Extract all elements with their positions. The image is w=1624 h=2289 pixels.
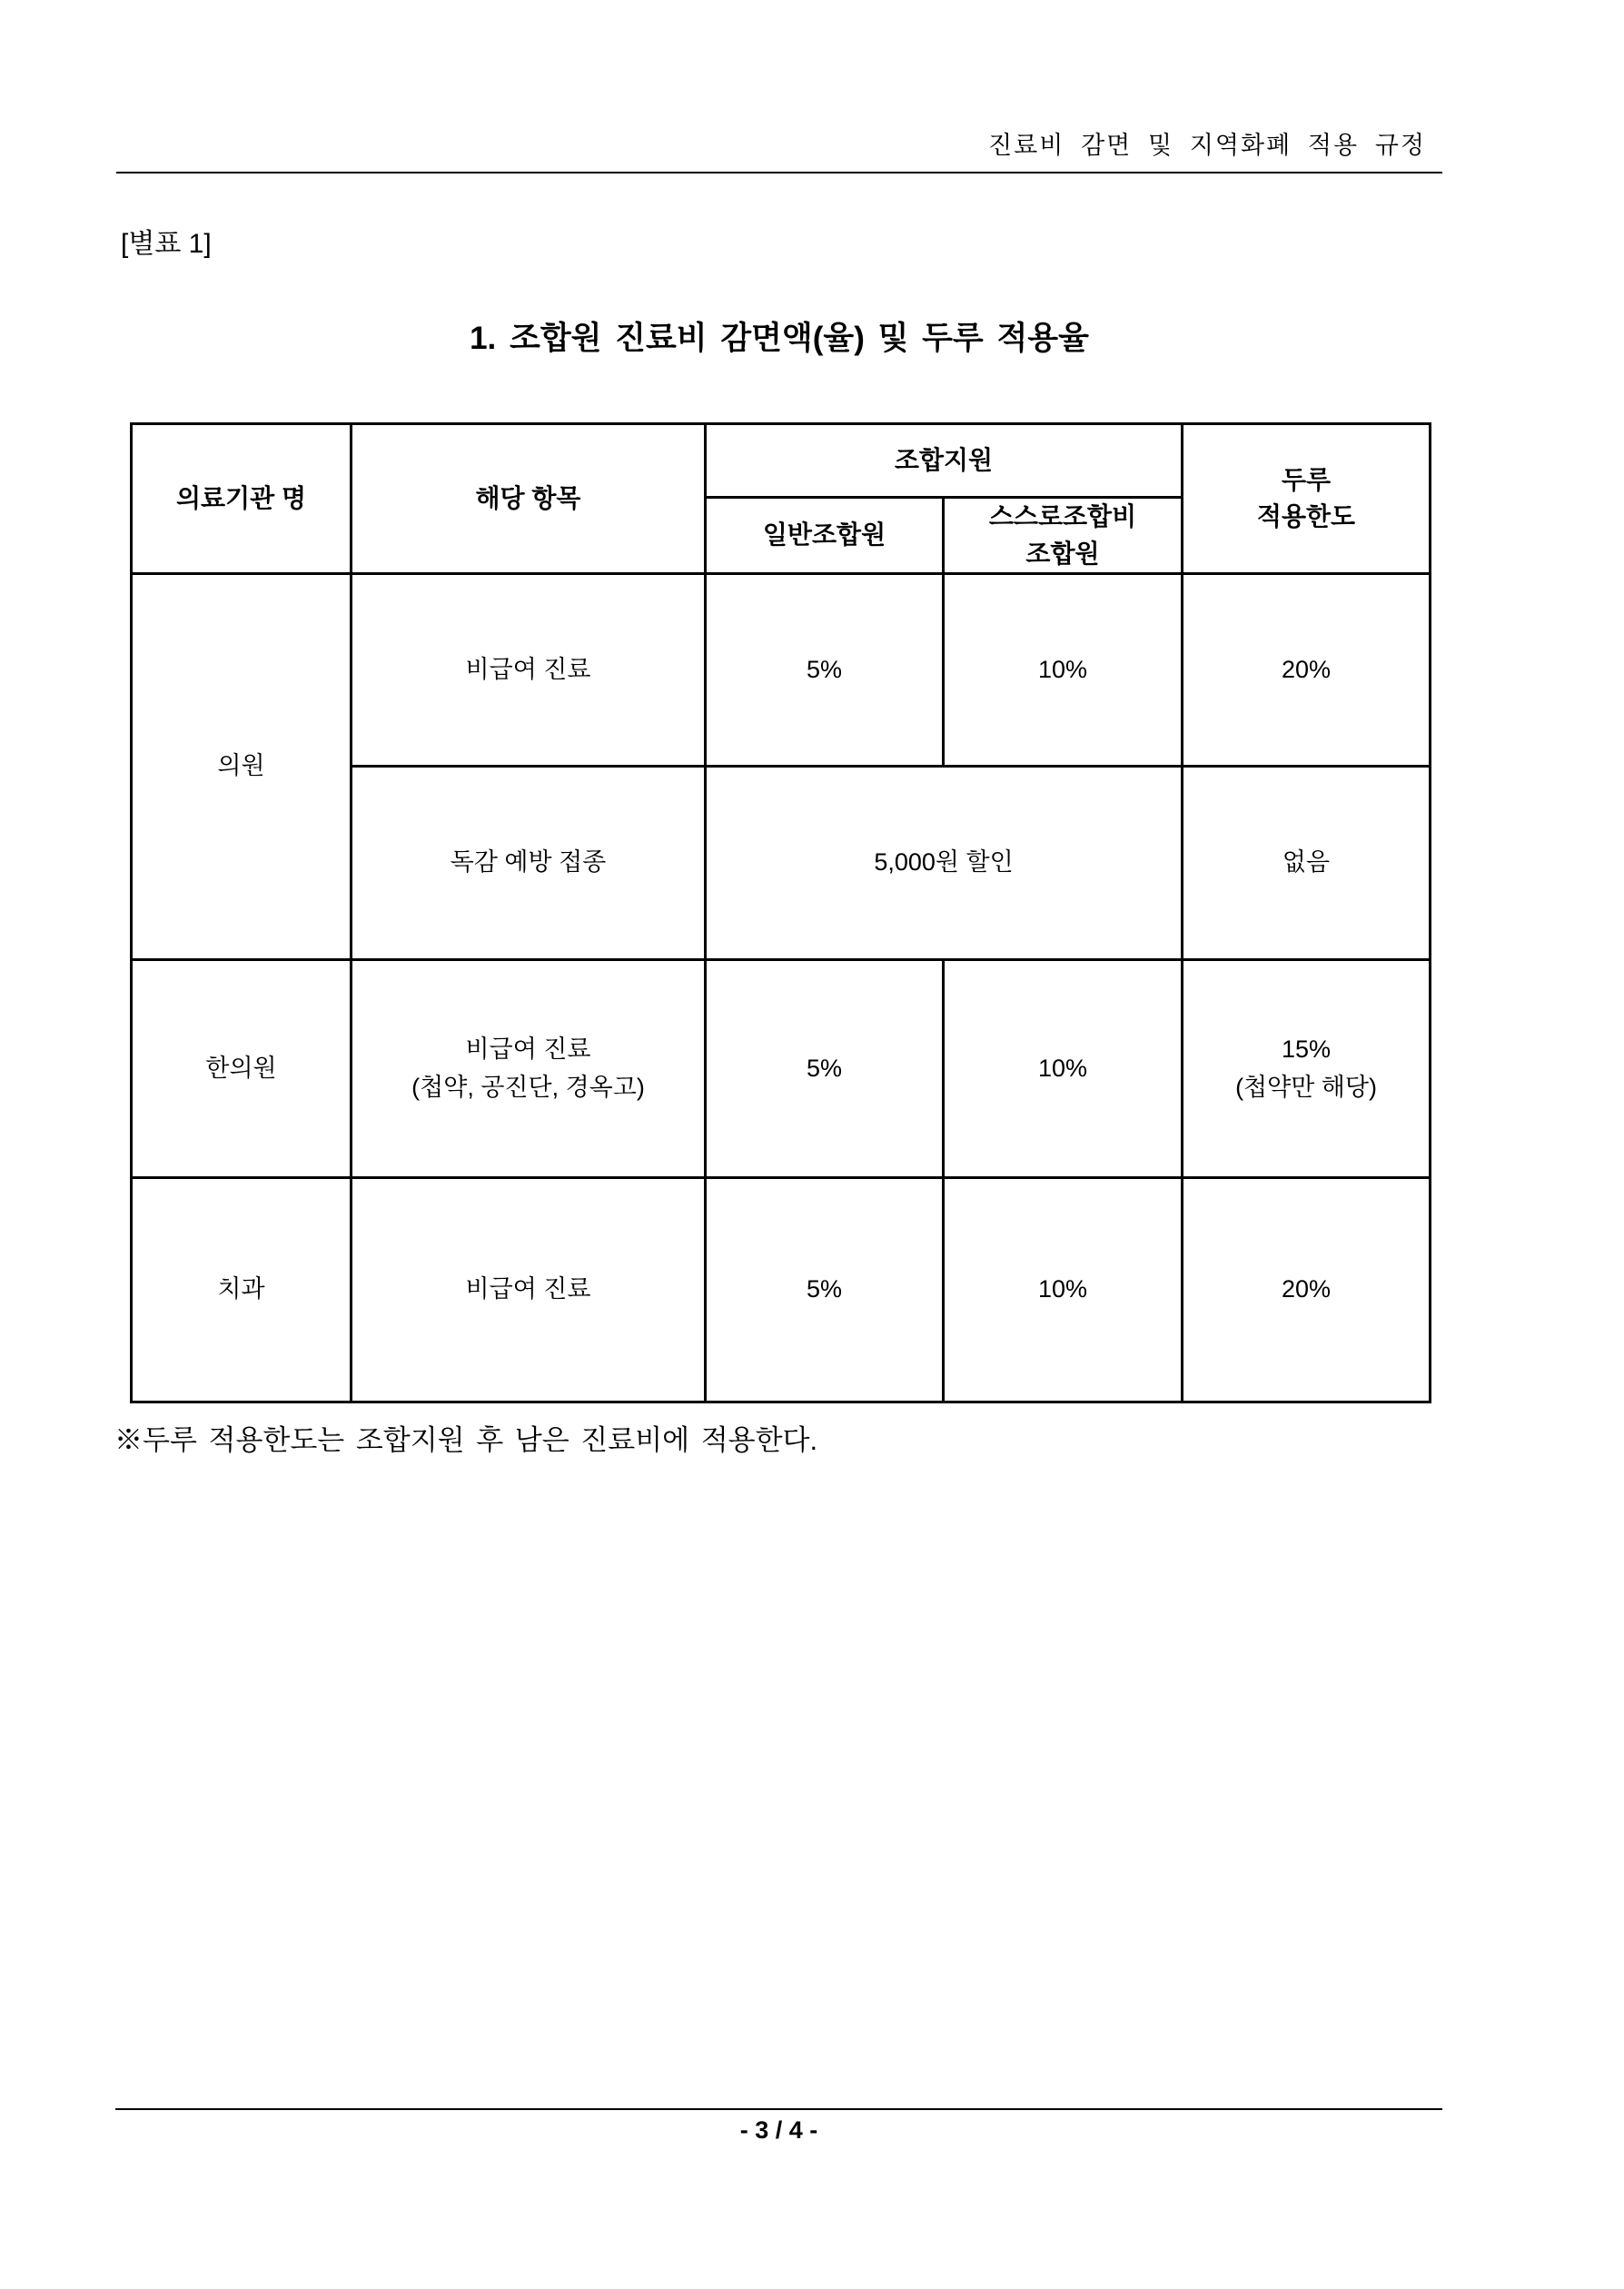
cell-dental-institution: 치과 [132,1178,352,1402]
cell-clinic-flu-support-merged: 5,000원 할인 [706,767,1183,960]
footer-rule [115,2108,1442,2110]
table-footnote: ※두루 적용한도는 조합지원 후 남은 진료비에 적용한다. [114,1424,818,1456]
col-header-duru-limit [1183,424,1431,574]
col-header-general-member: 일반조합원 [706,498,944,574]
cell-clinic-nonpaid-general: 5% [706,574,944,767]
cell-korean-medicine-duru-line1: 15% [1281,1035,1332,1063]
table-header-row-1 [132,424,1431,498]
header-rule [116,172,1442,173]
col-header-duru-limit-line1: 두루 [1281,465,1332,494]
col-header-self-fee-member [944,498,1183,574]
table-row-korean-medicine [132,960,1431,1178]
cell-dental-general: 5% [706,1178,944,1402]
col-header-self-fee-member-line1: 스스로조합비 [988,502,1137,530]
cell-clinic-nonpaid-duru: 20% [1183,574,1431,767]
cell-dental-self: 10% [944,1178,1183,1402]
cell-clinic-institution: 의원 [132,574,352,960]
cell-clinic-flu-duru: 없음 [1183,767,1431,960]
col-header-duru-limit-line2: 적용한도 [1256,502,1356,531]
cell-clinic-flu-item: 독감 예방 접종 [352,767,706,960]
cell-korean-medicine-item-line1: 비급여 진료 [465,1035,591,1063]
fee-reduction-table [130,422,1431,1403]
page-number: - 3 / 4 - [739,2116,818,2144]
cell-korean-medicine-item [352,960,706,1178]
col-header-item: 해당 항목 [352,424,706,574]
cell-korean-medicine-self: 10% [944,960,1183,1178]
cell-dental-duru: 20% [1183,1178,1431,1402]
cell-clinic-nonpaid-self: 10% [944,574,1183,767]
cell-korean-medicine-duru-line2: (첩약만 해당) [1235,1073,1377,1101]
annex-label: [별표 1] [121,229,212,259]
cell-dental-item: 비급여 진료 [352,1178,706,1402]
running-header-title: 진료비 감면 및 지역화폐 적용 규정 [988,132,1426,159]
table-row-dental [132,1178,1431,1402]
cell-korean-medicine-item-line2: (첩약, 공진단, 경옥고) [411,1073,645,1101]
cell-korean-medicine-institution: 한의원 [132,960,352,1178]
col-header-self-fee-member-line2: 조합원 [1025,539,1100,568]
document-title: 1. 조합원 진료비 감면액(율) 및 두루 적용율 [470,321,1089,356]
cell-korean-medicine-duru [1183,960,1431,1178]
table-row-clinic-nonpaid [132,574,1431,767]
cell-korean-medicine-general: 5% [706,960,944,1178]
cell-clinic-nonpaid-item: 비급여 진료 [352,574,706,767]
col-header-institution: 의료기관 명 [132,424,352,574]
col-header-support-group: 조합지원 [706,424,1183,498]
